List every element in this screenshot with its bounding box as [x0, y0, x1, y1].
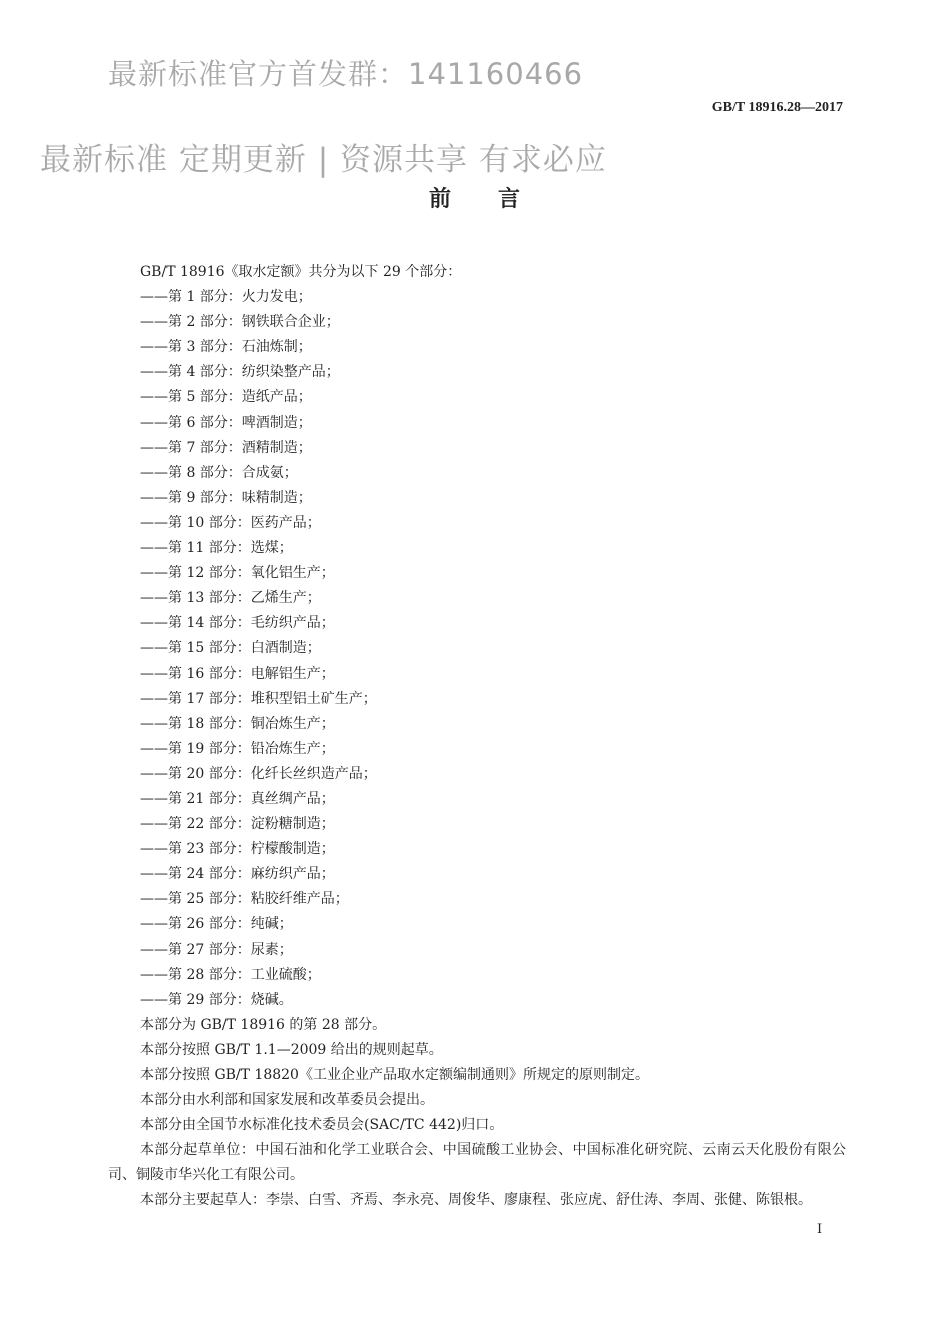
parts-list: [108, 285, 846, 1013]
list-item: ——第 22 部分：淀粉糖制造；: [140, 816, 335, 833]
paragraph: 本部分按照 GB/T 18820《工业企业产品取水定额编制通则》所规定的原则制定。: [140, 1067, 649, 1083]
list-item: ——第 28 部分：工业硫酸；: [140, 966, 321, 983]
list-item: ——第 17 部分：堆积型铝土矿生产；: [140, 690, 377, 707]
paragraph: 本部分起草单位：中国石油和化学工业联合会、中国硫酸工业协会、中国标准化研究院、云南云天化股份有限公司、铜陵市华兴化工有限公司。: [108, 1142, 846, 1184]
list-item: ——第 8 部分：合成氨；: [140, 464, 298, 481]
paragraphs: [108, 1013, 846, 1214]
list-item: ——第 20 部分：化纤长丝织造产品；: [140, 765, 377, 782]
list-item: ——第 14 部分：毛纺织产品；: [140, 615, 335, 632]
list-item: ——第 21 部分：真丝绸产品；: [140, 790, 335, 807]
list-item: ——第 7 部分：酒精制造；: [140, 439, 312, 456]
intro-line: GB/T 18916《取水定额》共分为以下 29 个部分：: [140, 264, 462, 280]
list-item: ——第 23 部分：柠檬酸制造；: [140, 841, 335, 858]
list-item: ——第 9 部分：味精制造；: [140, 489, 312, 506]
list-item: ——第 18 部分：铜冶炼生产；: [140, 715, 335, 732]
list-item: ——第 5 部分：造纸产品；: [140, 389, 312, 406]
list-item: ——第 27 部分：尿素；: [140, 941, 293, 958]
page-number: I: [817, 1222, 823, 1237]
watermark-group-line: 最新标准官方首发群：141160466: [108, 57, 584, 91]
list-item: ——第 10 部分：医药产品；: [140, 514, 321, 531]
list-item: ——第 26 部分：纯碱；: [140, 916, 293, 933]
document-body: [108, 260, 846, 1214]
page-title: 前 言: [428, 187, 521, 212]
list-item: ——第 19 部分：铅冶炼生产；: [140, 740, 335, 757]
watermark-slogan: 最新标准 定期更新 | 资源共享 有求必应: [40, 142, 607, 178]
list-item: ——第 15 部分：白酒制造；: [140, 640, 321, 657]
paragraph: 本部分由水利部和国家发展和改革委员会提出。: [140, 1092, 434, 1109]
list-item: ——第 3 部分：石油炼制；: [140, 339, 312, 356]
paragraph: 本部分为 GB/T 18916 的第 28 部分。: [140, 1016, 387, 1033]
list-item: ——第 4 部分：纺织染整产品；: [140, 364, 340, 381]
list-item: ——第 13 部分：乙烯生产；: [140, 590, 321, 607]
list-item: ——第 2 部分：钢铁联合企业；: [140, 314, 340, 331]
paragraph: 本部分按照 GB/T 1.1—2009 给出的规则起草。: [140, 1041, 443, 1058]
list-item: ——第 11 部分：选煤；: [140, 540, 293, 557]
list-item: ——第 6 部分：啤酒制造；: [140, 414, 312, 431]
paragraph: 本部分由全国节水标准化技术委员会(SAC/TC 442)归口。: [140, 1117, 504, 1134]
list-item: ——第 1 部分：火力发电；: [140, 289, 312, 306]
list-item: ——第 16 部分：电解铝生产；: [140, 665, 335, 682]
list-item: ——第 29 部分：烧碱。: [140, 991, 293, 1008]
standard-number: GB/T 18916.28—2017: [711, 100, 843, 115]
list-item: ——第 24 部分：麻纺织产品；: [140, 866, 335, 883]
list-item: ——第 25 部分：粘胶纤维产品；: [140, 891, 349, 908]
list-item: ——第 12 部分：氧化铝生产；: [140, 565, 335, 582]
paragraph: 本部分主要起草人：李崇、白雪、齐焉、李永亮、周俊华、廖康程、张应虎、舒仕涛、李周、张健、陈银根。: [140, 1192, 812, 1209]
